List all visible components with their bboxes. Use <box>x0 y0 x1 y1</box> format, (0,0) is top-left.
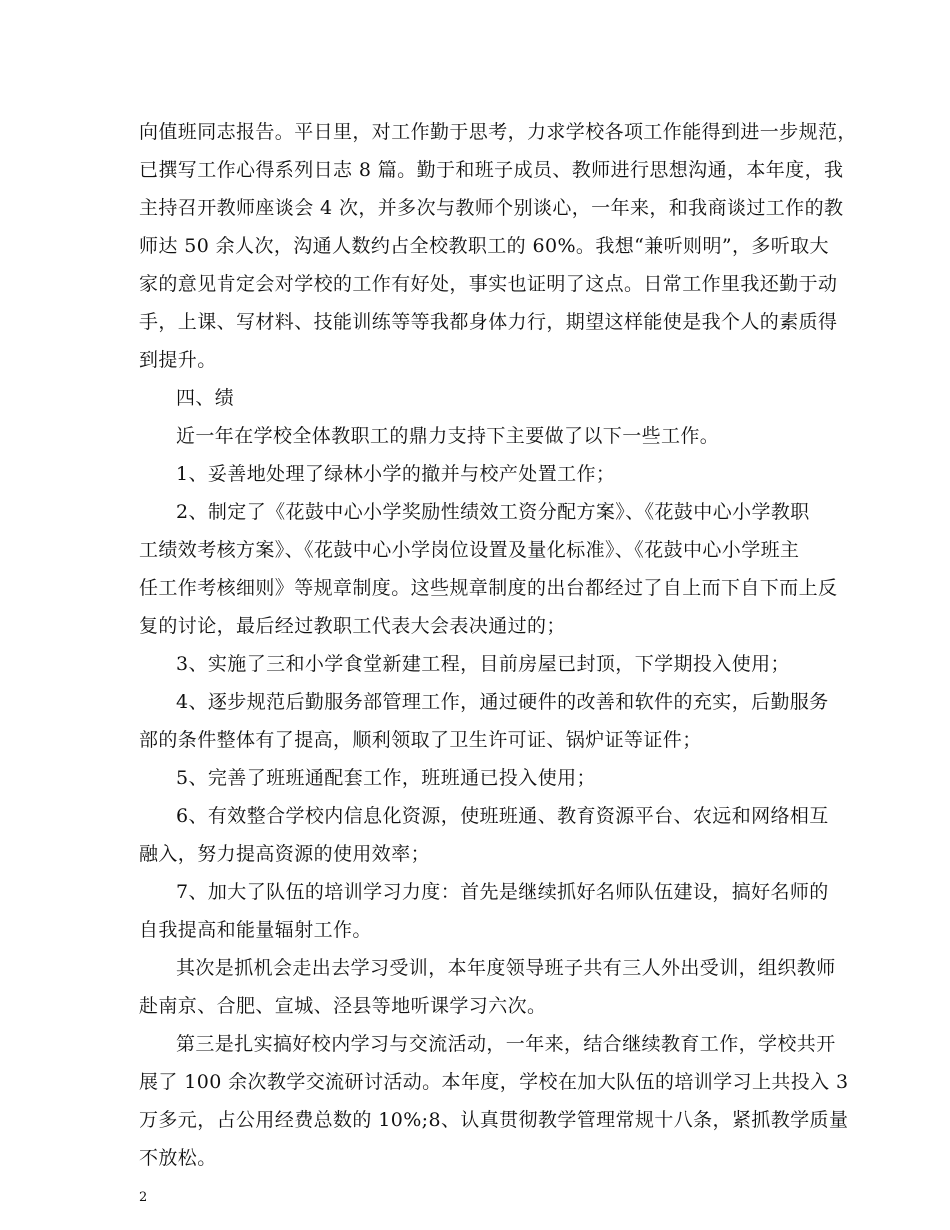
paragraph-line: 到提升。 <box>139 349 217 371</box>
paragraph-line: 万多元，占公用经费总数的 10%;8、认真贯彻教学管理常规十八条，紧抓教学质量 <box>139 1109 849 1131</box>
paragraph-line: 自我提高和能量辐射工作。 <box>139 919 372 941</box>
paragraph-line: 主持召开教师座谈会 4 次，并多次与教师个别谈心，一年来，和我商谈过工作的教 <box>139 197 844 219</box>
list-item: 4、逐步规范后勤服务部管理工作，通过硬件的改善和软件的充实，后勤服务 <box>176 691 829 713</box>
paragraph-line: 家的意见肯定会对学校的工作有好处，事实也证明了这点。日常工作里我还勤于动 <box>139 273 838 295</box>
list-item: 6、有效整合学校内信息化资源，使班班通、教育资源平台、农远和网络相互 <box>176 805 829 827</box>
list-item: 5、完善了班班通配套工作，班班通已投入使用； <box>176 767 596 789</box>
paragraph-line: 向值班同志报告。平日里，对工作勤于思考，力求学校各项工作能得到进一步规范， <box>139 121 857 143</box>
paragraph-line: 工绩效考核方案》、《花鼓中心小学岗位设置及量化标准》、《花鼓中心小学班主 <box>139 539 800 561</box>
paragraph-line: 复的讨论，最后经过教职工代表大会表决通过的； <box>139 615 566 637</box>
paragraph-line: 第三是扎实搞好校内学习与交流活动，一年来，结合继续教育工作，学校共开 <box>176 1033 836 1055</box>
list-item: 7、加大了队伍的培训学习力度：首先是继续抓好名师队伍建设，搞好名师的 <box>176 881 829 903</box>
paragraph-line: 赴南京、合肥、宣城、泾县等地听课学习六次。 <box>139 995 547 1017</box>
paragraph-line: 已撰写工作心得系列日志 8 篇。勤于和班子成员、教师进行思想沟通，本年度，我 <box>139 159 844 181</box>
page-number: 2 <box>139 1190 148 1205</box>
paragraph-line: 部的条件整体有了提高，顺利领取了卫生许可证、锅炉证等证件； <box>139 729 702 751</box>
list-item: 3、实施了三和小学食堂新建工程，目前房屋已封顶，下学期投入使用； <box>176 653 790 675</box>
paragraph-line: 其次是抓机会走出去学习受训，本年度领导班子共有三人外出受训，组织教师 <box>176 957 836 979</box>
paragraph-line: 手，上课、写材料、技能训练等等我都身体力行，期望这样能使是我个人的素质得 <box>139 311 838 333</box>
list-item: 1、妥善地处理了绿林小学的撤并与校产处置工作； <box>176 463 616 485</box>
list-item: 2、制定了《花鼓中心小学奖励性绩效工资分配方案》、《花鼓中心小学教职 <box>176 501 810 523</box>
paragraph-line: 融入，努力提高资源的使用效率； <box>139 843 431 865</box>
paragraph-line: 不放松。 <box>139 1147 217 1169</box>
paragraph-line: 任工作考核细则》等规章制度。这些规章制度的出台都经过了自上而下自下而上反 <box>139 577 838 599</box>
section-heading: 四、绩 <box>176 387 235 409</box>
paragraph-line: 展了 100 余次教学交流研讨活动。本年度，学校在加大队伍的培训学习上共投入 3 <box>139 1071 849 1093</box>
paragraph-line: 近一年在学校全体教职工的鼎力支持下主要做了以下一些工作。 <box>176 425 720 447</box>
paragraph-line: 师达 50 余人次，沟通人数约占全校教职工的 60%。我想“兼听则明”，多听取大 <box>139 235 829 257</box>
